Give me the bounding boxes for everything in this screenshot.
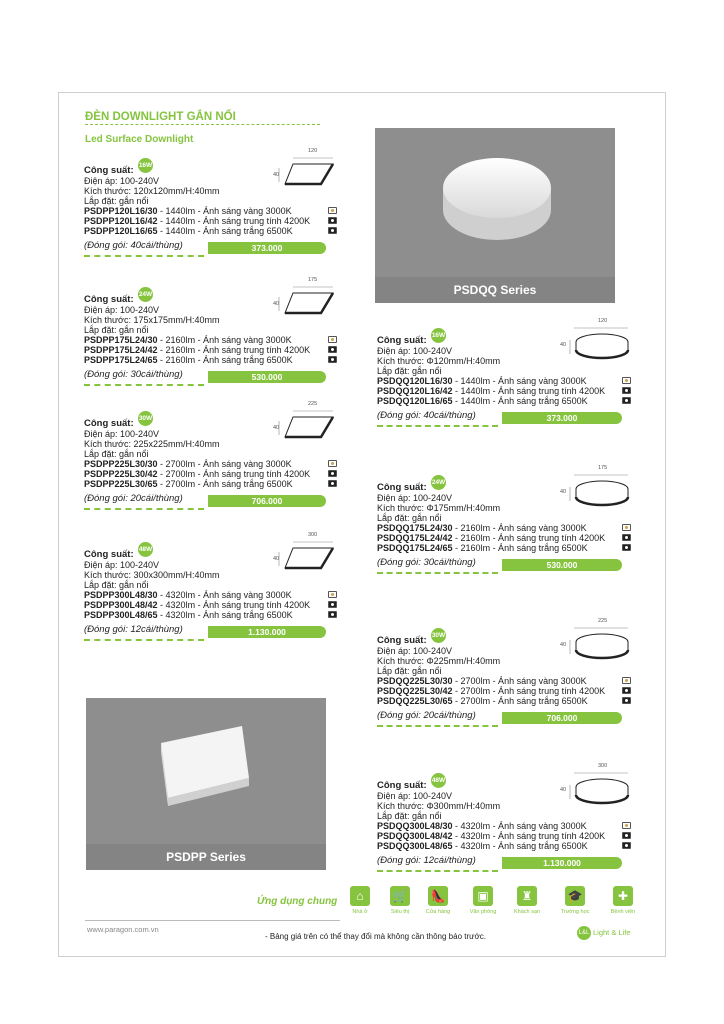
model-row xyxy=(84,479,310,489)
page-subtitle: Led Surface Downlight xyxy=(85,134,194,145)
model-code: PSDPP120L16/65 xyxy=(84,226,158,236)
model-row xyxy=(377,676,605,686)
application-shoe xyxy=(416,886,460,915)
dimension-height: 40 xyxy=(560,489,567,495)
power-label: Công suất: xyxy=(84,165,134,176)
model-desc: - 2160lm - Ánh sáng vàng 3000K xyxy=(452,523,587,533)
light-color-warm-icon xyxy=(622,822,631,829)
dimension-height: 40 xyxy=(560,342,567,348)
packing-text: (Đóng gói: 12cái/thùng) xyxy=(377,855,476,866)
application-bellboy xyxy=(505,886,549,915)
model-row xyxy=(377,543,605,553)
dimension-width: 120 xyxy=(598,318,608,324)
model-row xyxy=(84,226,310,236)
psdqq-series-label: PSDQQ Series xyxy=(375,277,615,303)
model-desc: - 2700lm - Ánh sáng trung tính 4200K xyxy=(157,469,311,479)
light-color-warm-icon xyxy=(328,207,337,214)
model-row xyxy=(84,600,310,610)
application-label: Trường học xyxy=(560,909,590,915)
size-text: Kích thước: 120x120mm/H:40mm xyxy=(84,186,220,196)
application-label: Siêu thị xyxy=(390,909,410,915)
model-code: PSDPP225L30/30 xyxy=(84,459,158,469)
dimension-width: 225 xyxy=(308,401,318,407)
light-color-white-icon xyxy=(328,480,337,487)
application-label: Văn phòng xyxy=(469,909,497,915)
light-color-white-icon xyxy=(328,611,337,618)
price-tag: 1.130.000 xyxy=(502,857,622,869)
wattage-badge: 24W xyxy=(138,287,153,302)
model-desc: - 1440lm - Ánh sáng trung tính 4200K xyxy=(157,216,311,226)
model-desc: - 2700lm - Ánh sáng vàng 3000K xyxy=(157,459,292,469)
mount-text: Lắp đặt: gắn nổi xyxy=(377,366,442,376)
model-desc: - 1440lm - Ánh sáng vàng 3000K xyxy=(157,206,292,216)
model-row xyxy=(377,696,605,706)
price-underline xyxy=(377,725,498,727)
size-text: Kích thước: 175x175mm/H:40mm xyxy=(84,315,220,325)
price-note: - Bảng giá trên có thể thay đổi mà không cần thông báo trước. xyxy=(265,932,486,941)
wattage-badge: 16W xyxy=(138,158,153,173)
application-house xyxy=(338,886,382,915)
power-label: Công suất: xyxy=(377,482,427,493)
model-code: PSDQQ120L16/65 xyxy=(377,396,453,406)
application-label: Nhà ở xyxy=(352,909,368,915)
model-code: PSDQQ225L30/30 xyxy=(377,676,453,686)
wattage-badge: 30W xyxy=(431,628,446,643)
application-label: Bệnh viện xyxy=(610,909,636,915)
light-color-neutral-icon xyxy=(622,832,631,839)
application-label: Cửa hàng xyxy=(425,909,451,915)
model-desc: - 4320lm - Ánh sáng trắng 6500K xyxy=(157,610,293,620)
dimension-width: 120 xyxy=(308,148,318,154)
mount-text: Lắp đặt: gắn nổi xyxy=(377,811,442,821)
psdpp-series-label: PSDPP Series xyxy=(86,844,326,870)
model-desc: - 1440lm - Ánh sáng vàng 3000K xyxy=(452,376,587,386)
dimension-width: 300 xyxy=(308,532,318,538)
dimension-height: 40 xyxy=(273,425,280,431)
price-underline xyxy=(84,508,204,510)
voltage-text: Điện áp: 100-240V xyxy=(84,305,160,315)
power-label: Công suất: xyxy=(84,418,134,429)
price-tag: 530.000 xyxy=(208,371,326,383)
light-color-neutral-icon xyxy=(328,601,337,608)
mount-text: Lắp đặt: gắn nổi xyxy=(377,666,442,676)
model-desc: - 2700lm - Ánh sáng trung tính 4200K xyxy=(452,686,606,696)
light-color-warm-icon xyxy=(622,677,631,684)
mount-text: Lắp đặt: gắn nổi xyxy=(84,449,149,459)
psdqq-photo xyxy=(375,128,615,303)
model-row xyxy=(84,590,310,600)
model-code: PSDQQ175L24/42 xyxy=(377,533,453,543)
model-desc: - 2160lm - Ánh sáng trung tính 4200K xyxy=(157,345,311,355)
model-desc: - 2700lm - Ánh sáng trắng 6500K xyxy=(452,696,588,706)
voltage-text: Điện áp: 100-240V xyxy=(84,176,160,186)
model-code: PSDQQ300L48/65 xyxy=(377,841,453,851)
monitor-icon: ▣ xyxy=(473,886,493,906)
price-underline xyxy=(377,870,498,872)
round-dimension-drawing xyxy=(562,620,632,670)
round-downlight-image xyxy=(375,128,615,278)
price-underline xyxy=(84,384,204,386)
dimension-width: 225 xyxy=(598,618,608,624)
wattage-badge: 30W xyxy=(138,411,153,426)
packing-text: (Đóng gói: 20cái/thùng) xyxy=(377,710,476,721)
model-desc: - 2160lm - Ánh sáng trung tính 4200K xyxy=(452,533,606,543)
model-code: PSDPP175L24/42 xyxy=(84,345,158,355)
application-monitor xyxy=(461,886,505,915)
model-desc: - 4320lm - Ánh sáng trung tính 4200K xyxy=(157,600,311,610)
model-desc: - 1440lm - Ánh sáng trắng 6500K xyxy=(452,396,588,406)
light-color-warm-icon xyxy=(622,524,631,531)
model-row xyxy=(84,469,310,479)
model-desc: - 1440lm - Ánh sáng trắng 6500K xyxy=(157,226,293,236)
square-dimension-drawing xyxy=(275,534,345,584)
application-cross xyxy=(601,886,645,915)
price-underline xyxy=(84,639,204,641)
model-code: PSDQQ225L30/65 xyxy=(377,696,453,706)
power-label: Công suất: xyxy=(377,780,427,791)
price-tag: 1.130.000 xyxy=(208,626,326,638)
packing-text: (Đóng gói: 30cái/thùng) xyxy=(377,557,476,568)
model-row xyxy=(377,821,605,831)
model-desc: - 2160lm - Ánh sáng trắng 6500K xyxy=(452,543,588,553)
round-dimension-drawing xyxy=(562,320,632,370)
model-row xyxy=(377,533,605,543)
light-color-white-icon xyxy=(622,697,631,704)
light-color-white-icon xyxy=(622,544,631,551)
model-code: PSDPP175L24/30 xyxy=(84,335,158,345)
mount-text: Lắp đặt: gắn nổi xyxy=(84,196,149,206)
model-code: PSDQQ175L24/30 xyxy=(377,523,453,533)
size-text: Kích thước: Φ120mm/H:40mm xyxy=(377,356,501,366)
model-desc: - 4320lm - Ánh sáng trung tính 4200K xyxy=(452,831,606,841)
power-label: Công suất: xyxy=(377,335,427,346)
model-desc: - 2160lm - Ánh sáng trắng 6500K xyxy=(157,355,293,365)
light-color-warm-icon xyxy=(328,591,337,598)
size-text: Kích thước: 225x225mm/H:40mm xyxy=(84,439,220,449)
dimension-height: 40 xyxy=(560,787,567,793)
model-row xyxy=(377,523,605,533)
model-code: PSDPP120L16/42 xyxy=(84,216,158,226)
title-divider xyxy=(85,124,320,125)
square-dimension-drawing xyxy=(275,403,345,453)
light-color-white-icon xyxy=(328,227,337,234)
price-underline xyxy=(377,425,498,427)
model-code: PSDPP175L24/65 xyxy=(84,355,158,365)
light-color-white-icon xyxy=(622,842,631,849)
wattage-badge: 24W xyxy=(431,475,446,490)
price-tag: 706.000 xyxy=(208,495,326,507)
application-label: Khách sạn xyxy=(514,909,540,915)
footer-divider xyxy=(85,920,340,921)
power-label: Công suất: xyxy=(377,635,427,646)
mount-text: Lắp đặt: gắn nổi xyxy=(84,580,149,590)
psdpp-photo xyxy=(86,698,326,870)
wattage-badge: 16W xyxy=(431,328,446,343)
model-code: PSDQQ120L16/42 xyxy=(377,386,453,396)
price-tag: 530.000 xyxy=(502,559,622,571)
model-code: PSDQQ120L16/30 xyxy=(377,376,453,386)
light-life-logo xyxy=(577,926,631,940)
shoe-icon: 👠 xyxy=(428,886,448,906)
size-text: Kích thước: Φ300mm/H:40mm xyxy=(377,801,501,811)
model-row xyxy=(84,459,310,469)
model-code: PSDPP225L30/65 xyxy=(84,479,158,489)
model-desc: - 4320lm - Ánh sáng vàng 3000K xyxy=(452,821,587,831)
dimension-height: 40 xyxy=(273,301,280,307)
model-row xyxy=(377,386,605,396)
light-color-white-icon xyxy=(328,356,337,363)
model-row xyxy=(377,841,605,851)
voltage-text: Điện áp: 100-240V xyxy=(377,346,453,356)
model-code: PSDPP120L16/30 xyxy=(84,206,158,216)
model-row xyxy=(377,831,605,841)
cart-icon: 🛒 xyxy=(390,886,410,906)
size-text: Kích thước: 300x300mm/H:40mm xyxy=(84,570,220,580)
voltage-text: Điện áp: 100-240V xyxy=(377,791,453,801)
light-color-neutral-icon xyxy=(328,217,337,224)
mount-text: Lắp đặt: gắn nổi xyxy=(84,325,149,335)
light-color-white-icon xyxy=(622,397,631,404)
voltage-text: Điện áp: 100-240V xyxy=(84,429,160,439)
mount-text: Lắp đặt: gắn nổi xyxy=(377,513,442,523)
packing-text: (Đóng gói: 40cái/thùng) xyxy=(84,240,183,251)
model-row xyxy=(84,345,310,355)
round-dimension-drawing xyxy=(562,467,632,517)
dimension-width: 300 xyxy=(598,763,608,769)
round-dimension-drawing xyxy=(562,765,632,815)
model-code: PSDQQ300L48/42 xyxy=(377,831,453,841)
model-desc: - 4320lm - Ánh sáng trắng 6500K xyxy=(452,841,588,851)
model-desc: - 4320lm - Ánh sáng vàng 3000K xyxy=(157,590,292,600)
power-label: Công suất: xyxy=(84,294,134,305)
light-color-neutral-icon xyxy=(622,387,631,394)
size-text: Kích thước: Φ175mm/H:40mm xyxy=(377,503,501,513)
model-row xyxy=(84,216,310,226)
light-color-warm-icon xyxy=(328,460,337,467)
graduation-cap-icon: 🎓 xyxy=(565,886,585,906)
price-tag: 373.000 xyxy=(208,242,326,254)
size-text: Kích thước: Φ225mm/H:40mm xyxy=(377,656,501,666)
model-row xyxy=(84,610,310,620)
light-color-warm-icon xyxy=(328,336,337,343)
bellboy-icon: ♜ xyxy=(517,886,537,906)
model-desc: - 2700lm - Ánh sáng vàng 3000K xyxy=(452,676,587,686)
light-color-neutral-icon xyxy=(328,470,337,477)
model-desc: - 1440lm - Ánh sáng trung tính 4200K xyxy=(452,386,606,396)
model-code: PSDPP300L48/65 xyxy=(84,610,158,620)
price-tag: 706.000 xyxy=(502,712,622,724)
model-row xyxy=(84,335,310,345)
model-code: PSDPP300L48/30 xyxy=(84,590,158,600)
light-color-neutral-icon xyxy=(622,687,631,694)
model-desc: - 2700lm - Ánh sáng trắng 6500K xyxy=(157,479,293,489)
model-row xyxy=(84,206,310,216)
wattage-badge: 48W xyxy=(138,542,153,557)
price-tag: 373.000 xyxy=(502,412,622,424)
square-downlight-image xyxy=(86,698,326,844)
application-graduation-cap xyxy=(553,886,597,915)
applications-title: Ứng dụng chung xyxy=(257,896,338,907)
model-code: PSDPP225L30/42 xyxy=(84,469,158,479)
model-code: PSDQQ300L48/30 xyxy=(377,821,453,831)
model-code: PSDPP300L48/42 xyxy=(84,600,158,610)
light-color-warm-icon xyxy=(622,377,631,384)
model-row xyxy=(377,376,605,386)
model-desc: - 2160lm - Ánh sáng vàng 3000K xyxy=(157,335,292,345)
dimension-width: 175 xyxy=(308,277,318,283)
dimension-height: 40 xyxy=(273,172,280,178)
dimension-height: 40 xyxy=(273,556,280,562)
price-underline xyxy=(377,572,498,574)
power-label: Công suất: xyxy=(84,549,134,560)
packing-text: (Đóng gói: 20cái/thùng) xyxy=(84,493,183,504)
light-color-neutral-icon xyxy=(622,534,631,541)
logo-text: Light & Life xyxy=(593,927,631,937)
model-row xyxy=(377,396,605,406)
cross-icon: ✚ xyxy=(613,886,633,906)
voltage-text: Điện áp: 100-240V xyxy=(377,646,453,656)
packing-text: (Đóng gói: 40cái/thùng) xyxy=(377,410,476,421)
model-code: PSDQQ225L30/42 xyxy=(377,686,453,696)
price-underline xyxy=(84,255,204,257)
packing-text: (Đóng gói: 30cái/thùng) xyxy=(84,369,183,380)
website-url: www.paragon.com.vn xyxy=(87,925,159,934)
model-row xyxy=(377,686,605,696)
model-code: PSDQQ175L24/65 xyxy=(377,543,453,553)
light-color-neutral-icon xyxy=(328,346,337,353)
wattage-badge: 48W xyxy=(431,773,446,788)
model-row xyxy=(84,355,310,365)
voltage-text: Điện áp: 100-240V xyxy=(377,493,453,503)
square-dimension-drawing xyxy=(275,150,345,200)
packing-text: (Đóng gói: 12cái/thùng) xyxy=(84,624,183,635)
dimension-height: 40 xyxy=(560,642,567,648)
logo-mark: L&L xyxy=(577,926,591,940)
square-dimension-drawing xyxy=(275,279,345,329)
dimension-width: 175 xyxy=(598,465,608,471)
voltage-text: Điện áp: 100-240V xyxy=(84,560,160,570)
page-title: ĐÈN DOWNLIGHT GẮN NỔI xyxy=(85,111,236,123)
house-icon: ⌂ xyxy=(350,886,370,906)
